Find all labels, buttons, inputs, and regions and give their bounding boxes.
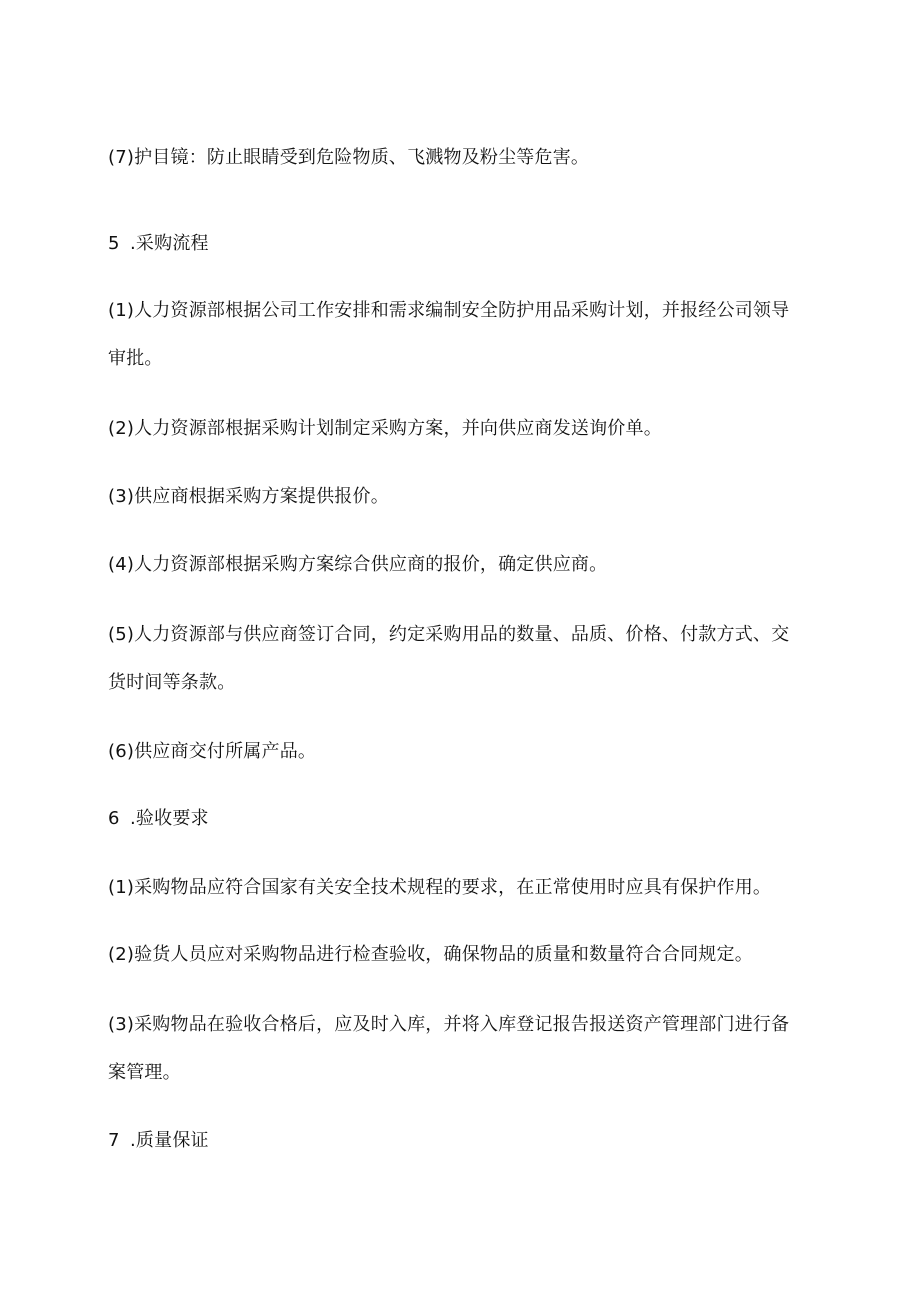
paragraph-line: (3)采购物品在验收合格后，应及时入库，并将入库登记报告报送资产管理部门进行备 — [108, 1014, 790, 1035]
paragraph-line: (2)验货人员应对采购物品进行检查验收，确保物品的质量和数量符合合同规定。 — [108, 944, 753, 965]
section-number: 7 — [108, 1130, 120, 1151]
paragraph-line: 案管理。 — [108, 1062, 181, 1083]
paragraph-line: (5)人力资源部与供应商签订合同，约定采购用品的数量、品质、价格、付款方式、交 — [108, 624, 790, 645]
paragraph-line: (1)采购物品应符合国家有关安全技术规程的要求，在正常使用时应具有保护作用。 — [108, 877, 772, 898]
paragraph-line: (4)人力资源部根据采购方案综合供应商的报价，确定供应商。 — [108, 554, 608, 575]
section-title: .采购流程 — [130, 233, 209, 254]
paragraph-line: (1)人力资源部根据公司工作安排和需求编制安全防护用品采购计划，并报经公司领导 — [108, 300, 790, 321]
section-number: 6 — [108, 808, 120, 829]
section-number: 5 — [108, 233, 120, 254]
section-title: .质量保证 — [130, 1130, 209, 1151]
section-title: .验收要求 — [130, 808, 209, 829]
section-heading-5 — [108, 231, 808, 257]
paragraph-line: 审批。 — [108, 348, 163, 369]
section-heading-7 — [108, 1128, 808, 1154]
paragraph-line: (7)护目镜：防止眼睛受到危险物质、飞溅物及粉尘等危害。 — [108, 147, 590, 168]
paragraph-line: (2)人力资源部根据采购计划制定采购方案，并向供应商发送询价单。 — [108, 418, 662, 439]
paragraph-line: (6)供应商交付所属产品。 — [108, 741, 317, 762]
paragraph-line: 货时间等条款。 — [108, 672, 236, 693]
paragraph-line: (3)供应商根据采购方案提供报价。 — [108, 486, 389, 507]
section-heading-6 — [108, 806, 808, 832]
